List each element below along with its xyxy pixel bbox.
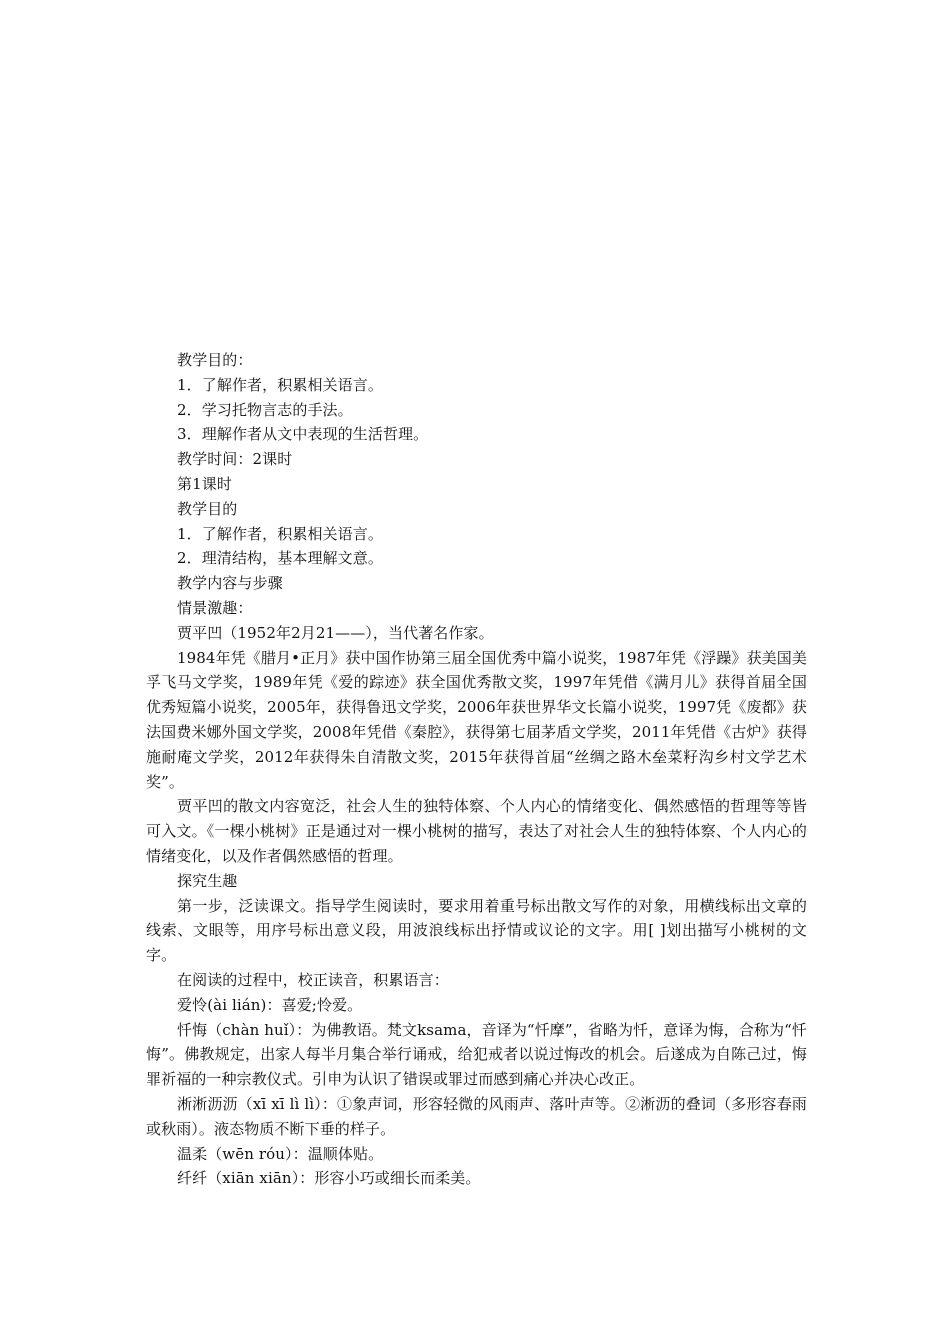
vocab-ailian: 爱怜(ài lián)：喜爱;怜爱。: [177, 995, 363, 1014]
author-prose-style: 贾平凹的散文内容宽泛，社会人生的独特体察、个人内心的情绪变化、偶然感悟的哲理等等皆可入文。《一棵小桃树》正是通过对一棵小桃树的描写，表达了对社会人生的独特体察、个人内心的情绪变化，以及作者偶然感悟的哲理。: [146, 797, 807, 865]
lesson-goal-item-2: 2．理清结构，基本理解文意。: [177, 549, 383, 568]
vocab-xixilili: 淅淅沥沥（xī xī lì lì）：①象声词，形容轻微的风雨声、落叶声等。②淅沥的叠词（多形容春雨或秋雨）。液态物质不断下垂的样子。: [146, 1094, 807, 1138]
goal-item-3: 3．理解作者从文中表现的生活哲理。: [177, 425, 429, 444]
scene-interest-heading: 情景激趣：: [177, 598, 253, 617]
teaching-time: 教学时间：2课时: [177, 450, 293, 469]
author-awards: 1984年凭《腊月•正月》获中国作协第三届全国优秀中篇小说奖，1987年凭《浮躁》获美国美孚飞马文学奖，1989年凭《爱的踪迹》获全国优秀散文奖，1997年凭借《满月儿》获得首届全国优秀短篇小说奖，2005年，获得鲁迅文学奖，2006年获世界华文长篇小说奖，1997凭《废都》获法国费米娜外国文学奖，2008年凭借《秦腔》，获得第七届茅盾文学奖，2011年凭借《古炉》获得施耐庵文学奖，2012年获得朱自清散文奖，2015年获得首届“丝绸之路木垒菜籽沟乡村文学艺术奖”。: [146, 648, 807, 791]
step-one: 第一步，泛读课文。指导学生阅读时，要求用着重号标出散文写作的对象，用横线标出文章的线索、文眼等，用序号标出意义段，用波浪线标出抒情或议论的文字。用[ ]划出描写小桃树的文字。: [146, 896, 807, 965]
vocab-chanhui: 忏悔（chàn huǐ）：为佛教语。梵文ksama，音译为“忏摩”，省略为忏，意译为悔，合称为“忏悔”。佛教规定，出家人每半月集合举行诵戒，给犯戒者以说过悔改的机会。后遂成为自陈己过，悔罪祈福的一种宗教仪式。引申为认识了错误或罪过而感到痛心并决心改正。: [146, 1020, 807, 1089]
explore-heading: 探究生趣: [177, 871, 238, 890]
lesson-goal-item-1: 1．了解作者，积累相关语言。: [177, 524, 383, 543]
lesson-goals-heading: 教学目的: [177, 499, 238, 518]
heading-teaching-goals: 教学目的：: [177, 351, 253, 369]
goal-item-1: 1．了解作者，积累相关语言。: [177, 375, 383, 394]
author-intro: 贾平凹（1952年2月21——），当代著名作家。: [177, 623, 494, 642]
vocab-xianxian: 纤纤（xiān xiān）：形容小巧或细长而柔美。: [177, 1169, 481, 1188]
lesson-heading: 第1课时: [177, 474, 232, 493]
vocab-wenrou: 温柔（wēn róu）：温顺体贴。: [177, 1144, 384, 1163]
content-steps-heading: 教学内容与步骤: [177, 574, 283, 593]
document-body: [146, 348, 807, 1191]
reading-note: 在阅读的过程中，校正读音，积累语言：: [177, 970, 449, 989]
goal-item-2: 2．学习托物言志的手法。: [177, 400, 353, 419]
